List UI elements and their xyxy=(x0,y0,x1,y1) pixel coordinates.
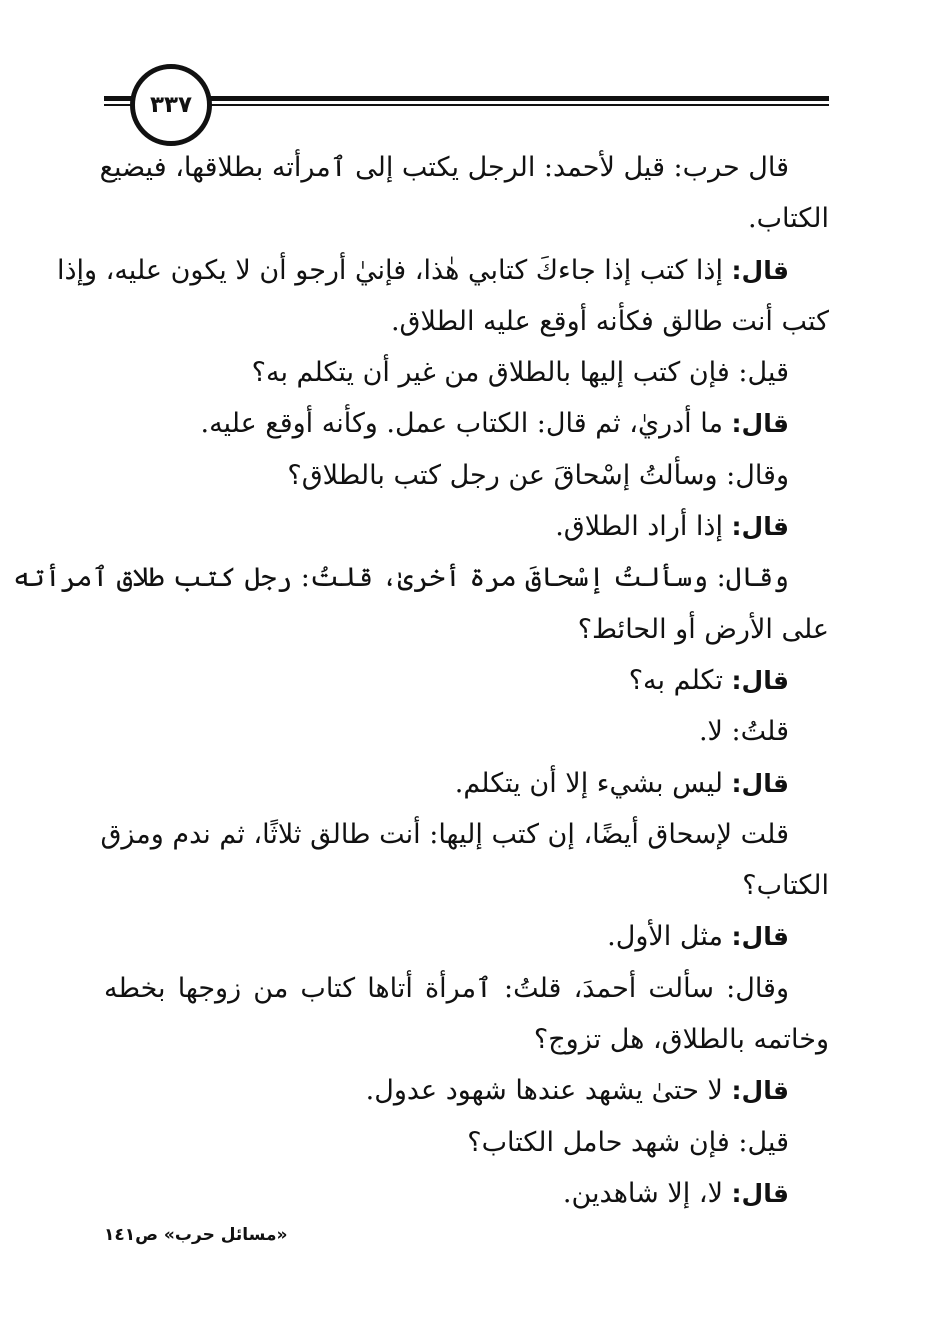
line-text: ليس بشيء إلا أن يتكلم. xyxy=(454,767,732,799)
text-line xyxy=(13,552,829,603)
line-text: قلتُ: لا. xyxy=(698,716,789,748)
text-line xyxy=(104,963,829,1014)
text-line xyxy=(104,860,829,911)
header-rule-thick xyxy=(104,96,829,101)
page-body-text xyxy=(13,142,829,1219)
text-line xyxy=(104,398,829,449)
line-text: وخاتمه بالطلاق، هل تزوج؟ xyxy=(533,1024,829,1056)
text-line xyxy=(104,1065,829,1116)
line-text: ما أدريٰ، ثم قال: الكتاب عمل. وكأنه أوقع عليه. xyxy=(200,408,732,440)
text-line xyxy=(104,296,829,347)
header-rule-thin xyxy=(104,104,829,106)
line-text: وقال: سألت أحمدَ، قلتُ: ٱمرأة أتاها كتاب من زوجها بخطه xyxy=(104,972,789,1004)
page-number-badge xyxy=(130,64,212,146)
text-line xyxy=(104,706,829,757)
page-number: ٣٣٧ xyxy=(149,92,193,118)
line-text: قيل: فإن شهد حامل الكتاب؟ xyxy=(467,1126,789,1158)
line-text: إذا أراد الطلاق. xyxy=(555,511,732,543)
text-line xyxy=(104,193,829,244)
speaker-label: قال: xyxy=(731,255,789,285)
speaker-label: قال: xyxy=(731,1076,789,1106)
speaker-label: قال: xyxy=(731,665,789,695)
line-text: على الأرض أو الحائط؟ xyxy=(577,613,829,645)
line-text: وقال: وسألتُ إسْحاقَ عن رجل كتب بالطلاق؟ xyxy=(287,459,789,491)
page-header xyxy=(0,0,943,160)
line-text: مثل الأول. xyxy=(607,921,732,953)
text-line xyxy=(99,142,829,193)
footnote: «مسائل حرب» ص١٤١ xyxy=(104,1225,288,1245)
text-line xyxy=(104,911,829,962)
line-text: قيل: فإن كتب إليها بالطلاق من غير أن يتكلم به؟ xyxy=(251,357,789,389)
text-line xyxy=(104,655,829,706)
line-text: الكتاب. xyxy=(747,203,829,235)
line-text: قلت لإسحاق أيضًا، إن كتب إليها: أنت طالق ثلاثًا، ثم ندم ومزق xyxy=(100,818,789,850)
line-text: الكتاب؟ xyxy=(742,870,829,902)
line-text: لا حتىٰ يشهد عندها شهود عدول. xyxy=(365,1075,732,1107)
text-line xyxy=(104,1168,829,1219)
text-line xyxy=(104,347,829,398)
text-line xyxy=(104,450,829,501)
text-line xyxy=(104,1014,829,1065)
speaker-label: قال: xyxy=(731,409,789,439)
text-line xyxy=(56,245,829,296)
text-line xyxy=(104,604,829,655)
line-text: تكلم به؟ xyxy=(628,664,732,696)
line-text: وقال: وسألتُ إسْحاقَ مرة أخرىٰ، قلتُ: رجل كتب طلاق ٱمرأته xyxy=(13,562,789,594)
text-line xyxy=(104,501,829,552)
line-text: كتب أنت طالق فكأنه أوقع عليه الطلاق. xyxy=(390,305,829,337)
speaker-label: قال: xyxy=(731,922,789,952)
text-line xyxy=(100,809,829,860)
line-text: لا، إلا شاهدين. xyxy=(562,1177,732,1209)
line-text: إذا كتب إذا جاءكَ كتابي هٰذا، فإنيٰ أرجو أن لا يكون عليه، وإذا xyxy=(56,254,732,286)
speaker-label: قال: xyxy=(731,768,789,798)
line-text: قال حرب: قيل لأحمد: الرجل يكتب إلى ٱمرأته بطلاقها، فيضيع xyxy=(99,152,789,183)
speaker-label: قال: xyxy=(731,512,789,542)
speaker-label: قال: xyxy=(731,1178,789,1208)
text-line xyxy=(104,1117,829,1168)
text-line xyxy=(104,758,829,809)
